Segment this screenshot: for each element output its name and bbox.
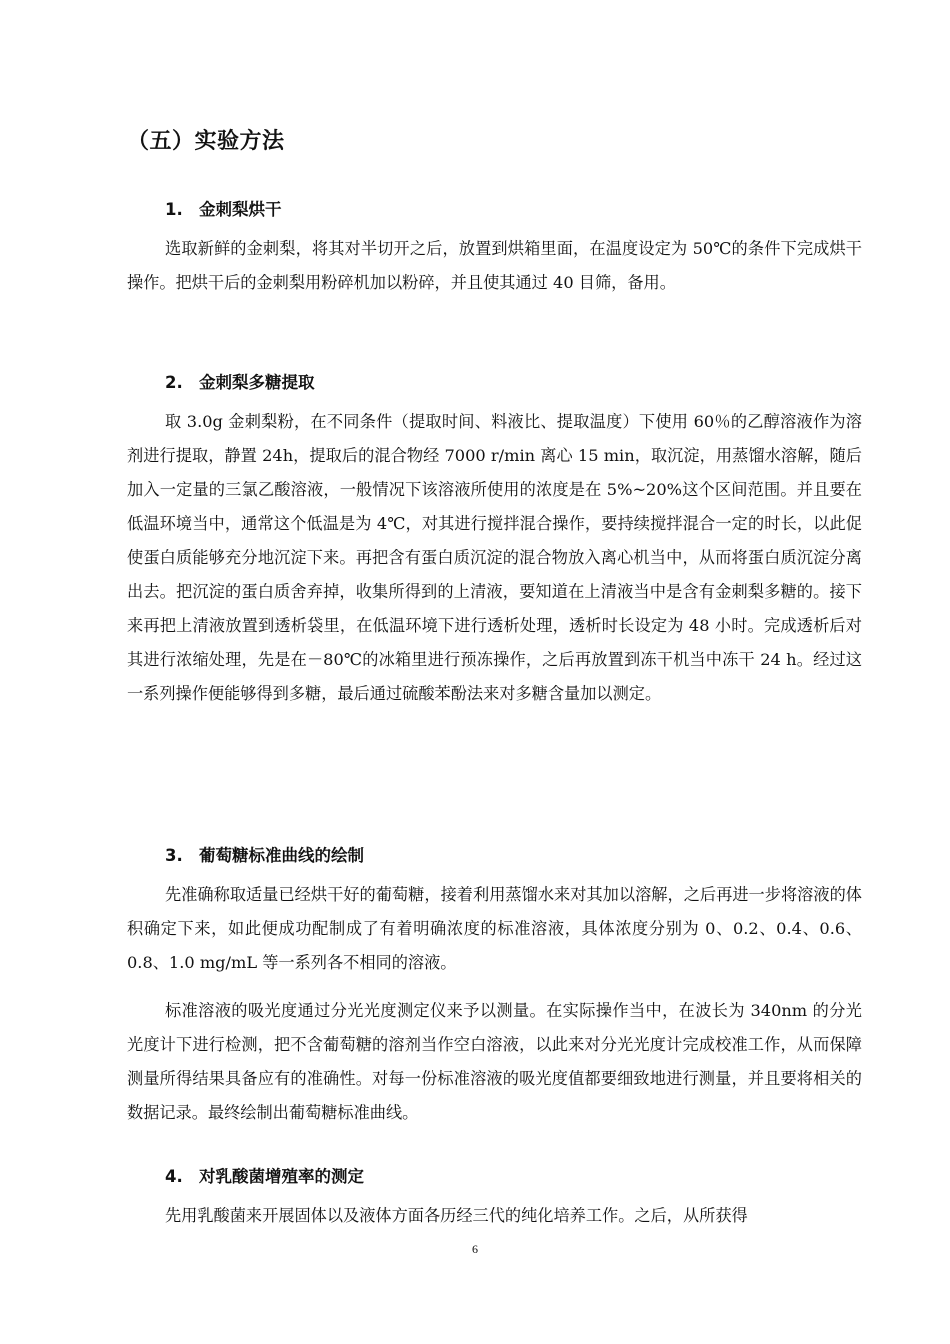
paragraph: 先用乳酸菌来开展固体以及液体方面各历经三代的纯化培养工作。之后，从所获得 bbox=[165, 1206, 748, 1225]
section-heading-4 bbox=[165, 1163, 364, 1187]
section-number: 3. bbox=[165, 846, 183, 865]
section-title: 金刺梨多糖提取 bbox=[199, 373, 315, 392]
paragraph: 标准溶液的吸光度通过分光光度测定仪来予以测量。在实际操作当中，在波长为 340nm 的分光光度计下进行检测，把不含葡萄糖的溶剂当作空白溶液，以此来对分光光度计完成校准工作，从而保障测量所得结果具备应有的准确性。对每一份标准溶液的吸光度值都要细致地进行测量，并且要将相关的数据记录。最终绘制出葡萄糖标准曲线。 bbox=[127, 1001, 862, 1122]
section-heading-2 bbox=[165, 369, 315, 393]
paragraph: 取 3.0g 金刺梨粉，在不同条件（提取时间、料液比、提取温度）下使用 60％的乙醇溶液作为溶剂进行提取，静置 24h，提取后的混合物经 7000 r/min 离心 15 min，取沉淀，用蒸馏水溶解，随后加入一定量的三氯乙酸溶液，一般情况下该溶液所使用的浓度是在 5%~20%这个区间范围。并且要在低温环境当中，通常这个低温是为 4℃，对其进行搅拌混合操作，要持续搅拌混合一定的时长，以此促使蛋白质能够充分地沉淀下来。再把含有蛋白质沉淀的混合物放入离心机当中，从而将蛋白质沉淀分离出去。把沉淀的蛋白质舍弃掉，收集所得到的上清液，要知道在上清液当中是含有金刺梨多糖的。接下来再把上清液放置到透析袋里，在低温环境下进行透析处理，透析时长设定为 48 小时。完成透析后对其进行浓缩处理，先是在－80℃的冰箱里进行预冻操作，之后再放置到冻干机当中冻干 24 h。经过这一系列操作便能够得到多糖，最后通过硫酸苯酚法来对多糖含量加以测定。 bbox=[127, 412, 862, 703]
section-title: 金刺梨烘干 bbox=[199, 200, 282, 219]
page-number: 6 bbox=[472, 1242, 478, 1256]
main-heading: （五）实验方法 bbox=[127, 129, 285, 154]
section-number: 2. bbox=[165, 373, 183, 392]
section-heading-3 bbox=[165, 842, 364, 866]
paragraph: 选取新鲜的金刺梨，将其对半切开之后，放置到烘箱里面，在温度设定为 50℃的条件下完成烘干操作。把烘干后的金刺梨用粉碎机加以粉碎，并且使其通过 40 目筛，备用。 bbox=[127, 239, 862, 292]
section-title: 葡萄糖标准曲线的绘制 bbox=[199, 846, 364, 865]
paragraph: 先准确称取适量已经烘干好的葡萄糖，接着利用蒸馏水来对其加以溶解，之后再进一步将溶液的体积确定下来，如此便成功配制成了有着明确浓度的标准溶液，具体浓度分别为 0、0.2、0.4、0.6、0.8、1.0 mg/mL 等一系列各不相同的溶液。 bbox=[127, 885, 862, 972]
section-number: 4. bbox=[165, 1167, 183, 1186]
section-heading-1 bbox=[165, 196, 282, 220]
section-number: 1. bbox=[165, 200, 183, 219]
section-title: 对乳酸菌增殖率的测定 bbox=[199, 1167, 364, 1186]
